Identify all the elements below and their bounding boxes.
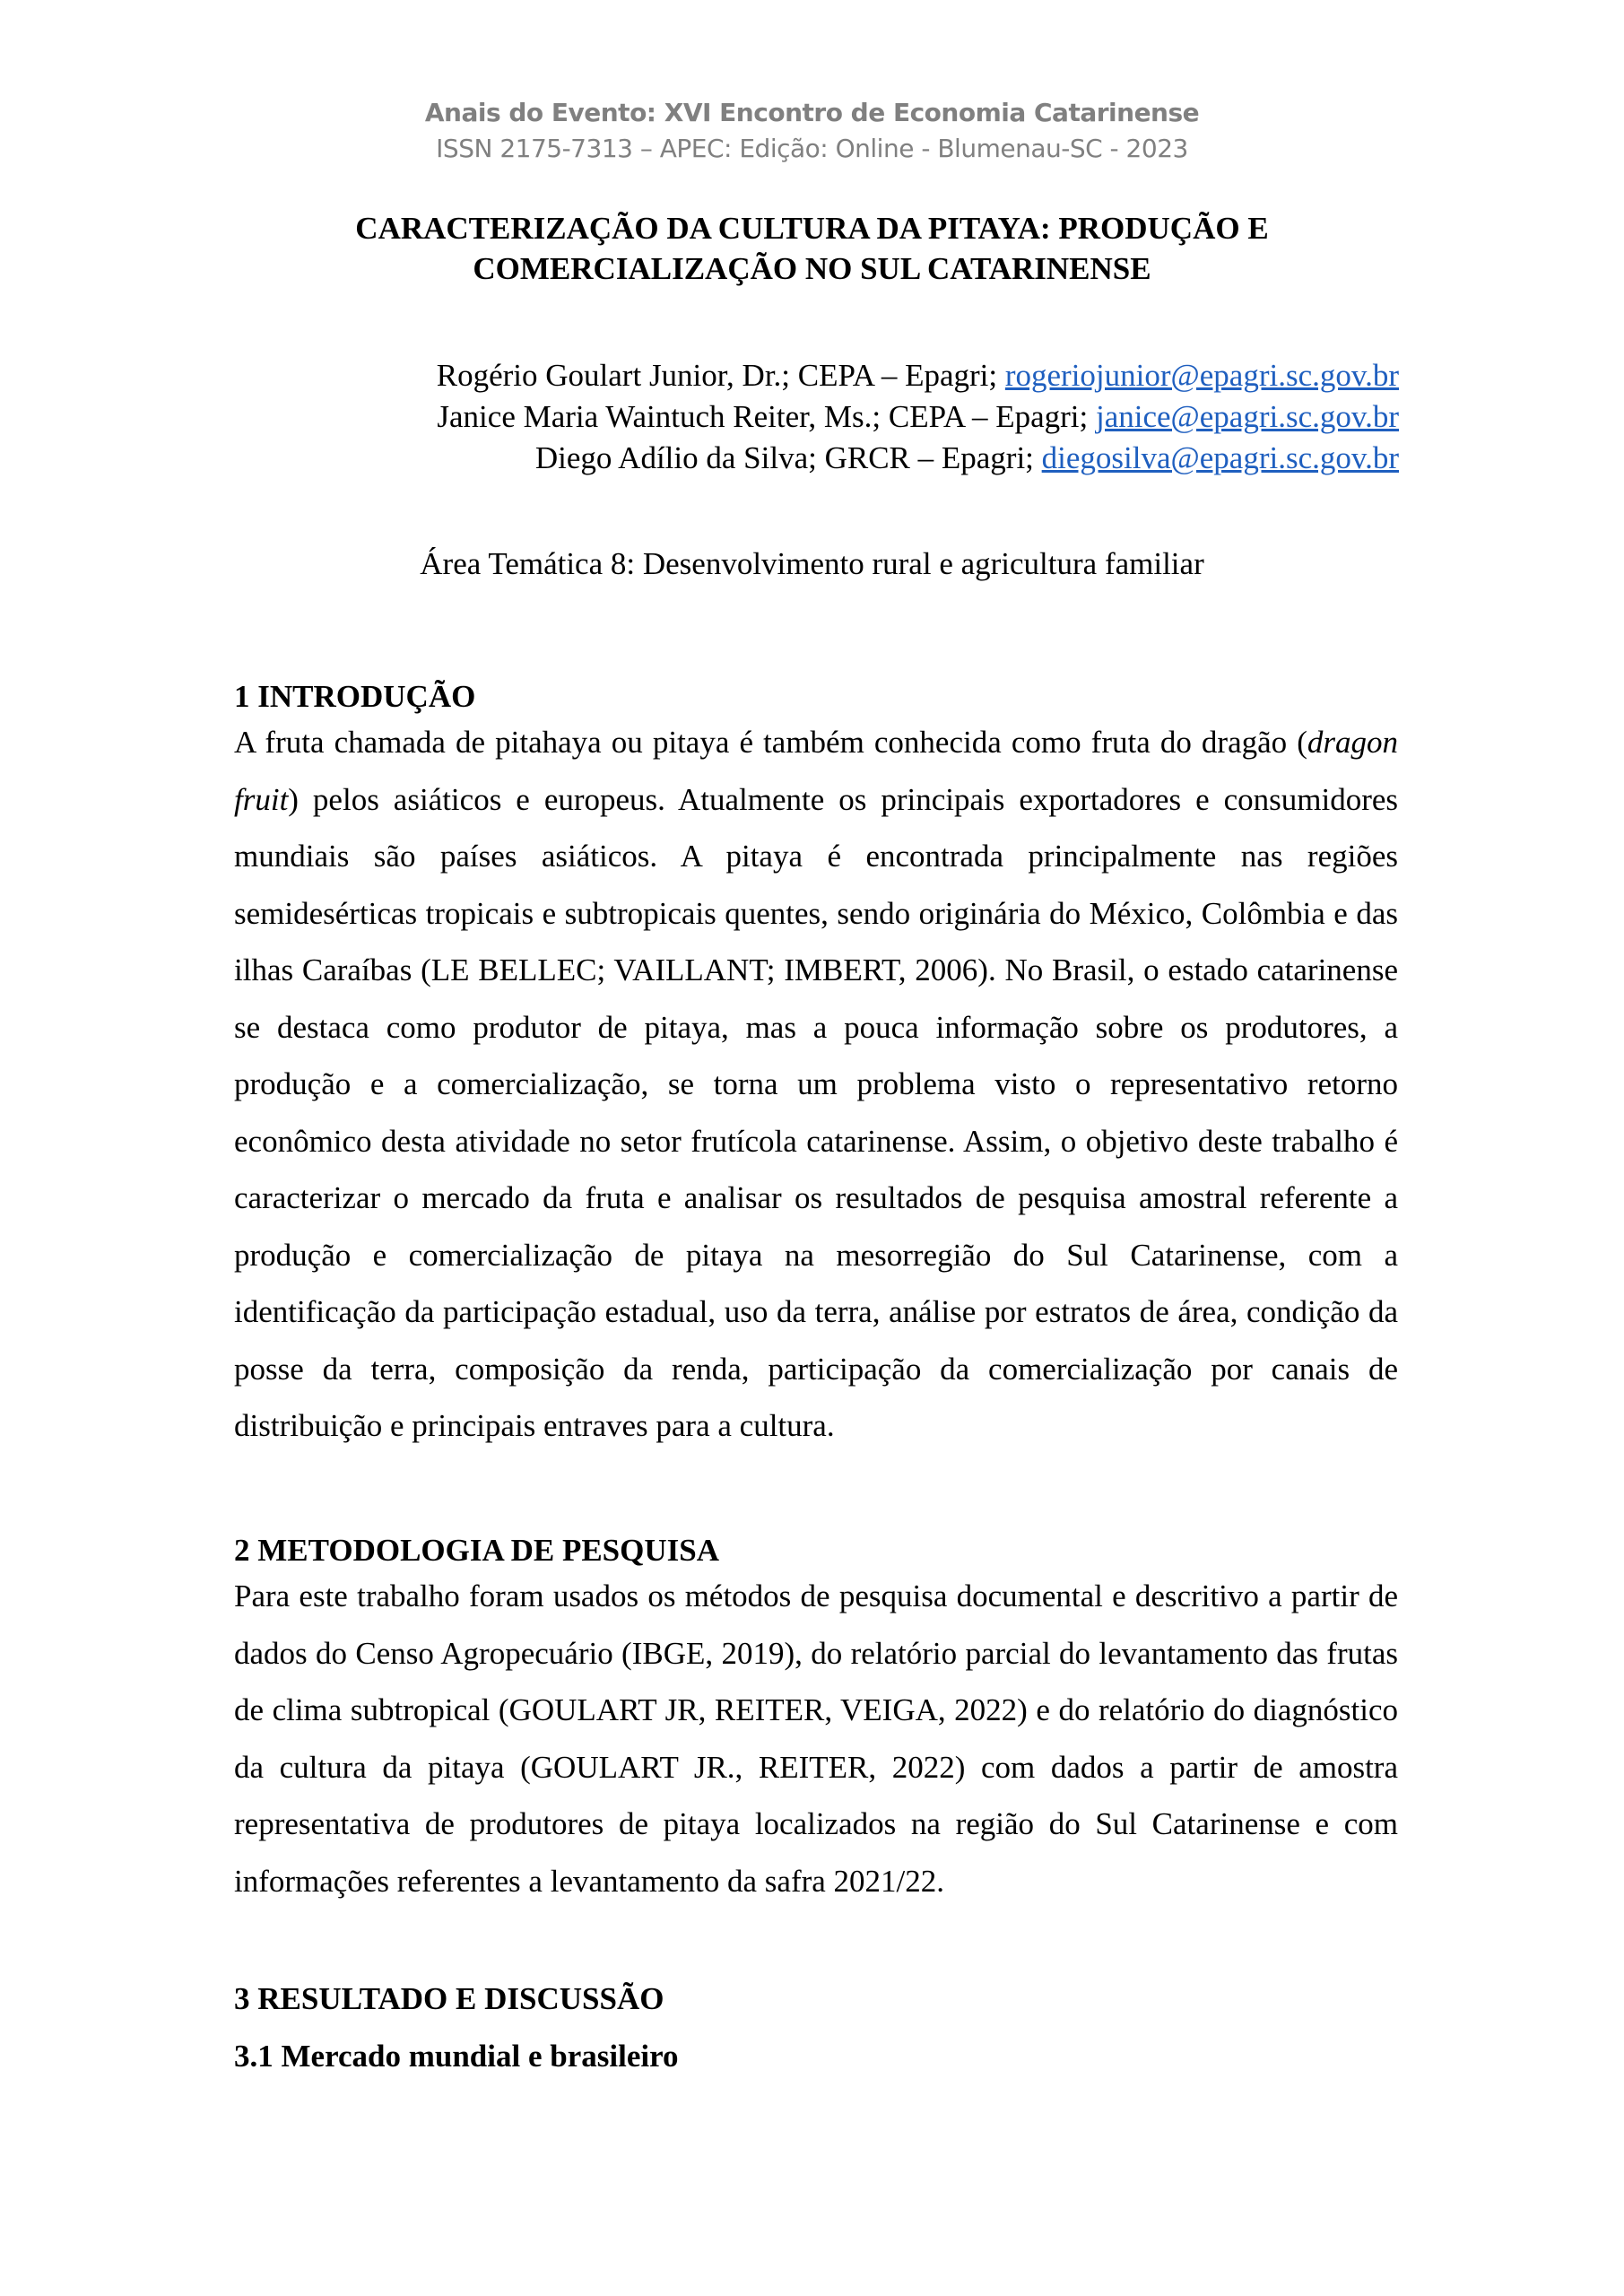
intro-text-part-2: ) pelos asiáticos e europeus. Atualmente os principais exportadores e consumidores mundiais são países asiáticos. A pitaya é encontrada principalmente nas regiões semidesérticas tropicais e subtropicais quentes, sendo originária do México, Colômbia e das ilhas Caraíbas (LE BELLEC; VAILLANT; IMBERT, 2006). No Brasil, o estado catarinense se destaca como produtor de pitaya, mas a pouca informação sobre os produtores, a produção e a comercialização, se torna um problema visto o representativo retorno econômico desta atividade no setor frutícola catarinense. Assim, o objetivo deste trabalho é caracterizar o mercado da fruta e analisar os resultados de pesquisa amostral referente a produção e comercialização de pitaya na mesorregião do Sul Catarinense, com a identificação da participação estadual, uso da terra, análise por estratos de área, condição da posse da terra, composição da renda, participação da comercialização por canais de distribuição e principais entraves para a cultura. [234,781,1398,1443]
author-list [437,355,1399,479]
intro-heading: 1 INTRODUÇÃO [234,679,476,714]
author-2 [437,396,1399,438]
event-title: Anais do Evento: XVI Encontro de Economia Catarinense [424,98,1200,127]
author-1-affiliation: Rogério Goulart Junior, Dr.; CEPA – Epagri; [436,358,1005,393]
results-subheading: 3.1 Mercado mundial e brasileiro [234,2039,679,2074]
intro-paragraph [234,714,1398,1455]
event-header [0,95,1624,167]
methodology-heading: 2 METODOLOGIA DE PESQUISA [234,1533,719,1568]
author-3-affiliation: Diego Adílio da Silva; GRCR – Epagri; [534,440,1042,475]
event-issn: ISSN 2175-7313 – APEC: Edição: Online - Blumenau-SC - 2023 [436,134,1188,163]
intro-text-part-1: A fruta chamada de pitahaya ou pitaya é também conhecida como fruta do dragão ( [234,725,1307,760]
paper-title-line-1: CARACTERIZAÇÃO DA CULTURA DA PITAYA: PRODUÇÃO E [355,211,1269,246]
paper-title [0,208,1624,289]
author-2-email-link[interactable]: janice@epagri.sc.gov.br [1095,399,1399,434]
author-2-affiliation: Janice Maria Waintuch Reiter, Ms.; CEPA – Epagri; [437,399,1096,434]
author-1 [437,355,1399,396]
intro-text-italic: dragon fruit [234,725,1398,817]
methodology-section [234,1530,1398,1909]
results-heading: 3 RESULTADO E DISCUSSÃO [234,1981,664,2016]
results-section [234,1979,1398,2077]
thematic-area: Área Temática 8: Desenvolvimento rural e agricultura familiar [420,546,1204,581]
author-1-email-link[interactable]: rogeriojunior@epagri.sc.gov.br [1004,358,1399,393]
author-3 [437,438,1399,479]
intro-section [234,676,1398,1455]
paper-title-line-2: COMERCIALIZAÇÃO NO SUL CATARINENSE [473,251,1151,286]
author-3-email-link[interactable]: diegosilva@epagri.sc.gov.br [1041,440,1399,475]
methodology-paragraph: Para este trabalho foram usados os métodos de pesquisa documental e descritivo a partir de dados do Censo Agropecuário (IBGE, 2019), do relatório parcial do levantamento das frutas de clima subtropical (GOULART JR, REITER, VEIGA, 2022) e do relatório do diagnóstico da cultura da pitaya (GOULART JR., REITER, 2022) com dados a partir de amostra representativa de produtores de pitaya localizados na região do Sul Catarinense e com informações referentes a levantamento da safra 2021/22. [234,1578,1398,1899]
